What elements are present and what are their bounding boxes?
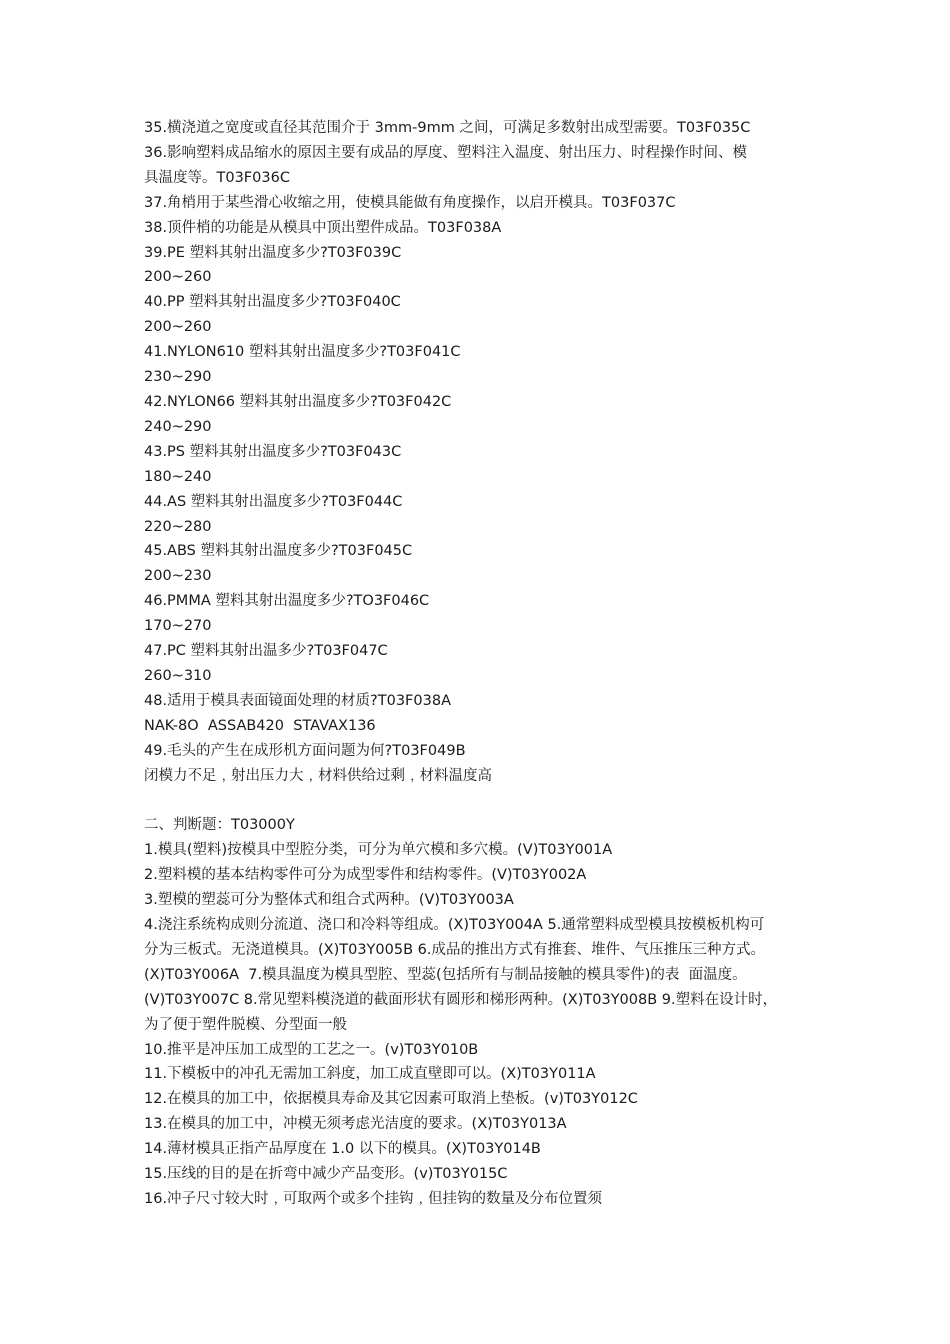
text-line: (V)T03Y007C 8.常见塑料模浇道的截面形状有圆形和梯形两种。(X)T03Y008B 9.塑料在设计时，: [144, 991, 778, 1008]
text-line: 38.顶件梢的功能是从模具中顶出塑件成品。T03F038A: [144, 219, 502, 236]
text-line: 为了便于塑件脱模、分型面一般: [144, 1016, 347, 1033]
text-line: 11.下模板中的冲孔无需加工斜度，加工成直壁即可以。(X)T03Y011A: [144, 1066, 596, 1083]
text-line: 13.在模具的加工中，冲模无须考虑光洁度的要求。(X)T03Y013A: [144, 1116, 567, 1133]
text-line: 41.NYLON610 塑料其射出温度多少?T03F041C: [144, 344, 461, 361]
text-line: 200~230: [144, 568, 212, 585]
text-line: 48.适用于模具表面镜面处理的材质?T03F038A: [144, 692, 451, 709]
text-line: 12.在模具的加工中，依据模具寿命及其它因素可取消上垫板。(v)T03Y012C: [144, 1091, 638, 1108]
text-line: 240~290: [144, 418, 212, 435]
text-line: 44.AS 塑料其射出温度多少?T03F044C: [144, 493, 403, 510]
text-line: 230~290: [144, 369, 212, 386]
text-line: 200~260: [144, 269, 212, 286]
text-line: 39.PE 塑料其射出温度多少?T03F039C: [144, 244, 402, 261]
text-line: 10.推平是冲压加工成型的工艺之一。(v)T03Y010B: [144, 1041, 479, 1058]
text-line: 37.角梢用于某些滑心收缩之用，使模具能做有角度操作，以启开模具。T03F037C: [144, 194, 676, 211]
text-line: 具温度等。T03F036C: [144, 169, 290, 186]
text-line: 1.模具(塑料)按模具中型腔分类，可分为单穴模和多穴模。(V)T03Y001A: [144, 842, 613, 859]
text-line: 15.压线的目的是在折弯中减少产品变形。(v)T03Y015C: [144, 1166, 508, 1183]
text-line: 42.NYLON66 塑料其射出温度多少?T03F042C: [144, 393, 452, 410]
document-body: [144, 116, 814, 1212]
text-line: 3.塑模的塑蕊可分为整体式和组合式两种。(V)T03Y003A: [144, 892, 514, 909]
true-false-section: [144, 813, 814, 1212]
text-line: 36.影响塑料成品缩水的原因主要有成品的厚度、塑料注入温度、射出压力、时程操作时间、模: [144, 144, 748, 161]
text-line: 49.毛头的产生在成形机方面问题为何?T03F049B: [144, 742, 466, 759]
text-line: 43.PS 塑料其射出温度多少?T03F043C: [144, 443, 402, 460]
text-line: 2.塑料模的基本结构零件可分为成型零件和结构零件。(V)T03Y002A: [144, 867, 587, 884]
text-line: 分为三板式。无浇道模具。(X)T03Y005B 6.成品的推出方式有推套、堆件、气压推压三种方式。: [144, 941, 765, 958]
text-line: 闭模力不足﹐射出压力大﹐材料供给过剩﹐材料温度高: [144, 767, 492, 784]
text-line: 220~280: [144, 518, 212, 535]
text-line: 16.冲子尺寸较大时﹐可取两个或多个挂钩﹐但挂钩的数量及分布位置须: [144, 1190, 603, 1207]
fill-in-answers-section: [144, 116, 814, 788]
text-line: 200~260: [144, 319, 212, 336]
text-line: 260~310: [144, 667, 212, 684]
text-line: 二、判断题：T03000Y: [144, 817, 295, 834]
text-line: 47.PC 塑料其射出温多少?T03F047C: [144, 643, 388, 660]
text-line: 4.浇注系统构成则分流道、浇口和冷料等组成。(X)T03Y004A 5.通常塑料成型模具按模板机构可: [144, 916, 765, 933]
text-line: NAK-8O ASSAB420 STAVAX136: [144, 717, 376, 734]
text-line: 180~240: [144, 468, 212, 485]
section-spacer: [144, 788, 814, 813]
text-line: 45.ABS 塑料其射出温度多少?T03F045C: [144, 543, 413, 560]
text-line: (X)T03Y006A 7.模具温度为模具型腔、型蕊(包括所有与制品接触的模具零件)的表 面温度。: [144, 966, 747, 983]
text-line: 40.PP 塑料其射出温度多少?T03F040C: [144, 294, 401, 311]
text-line: 170~270: [144, 618, 212, 635]
text-line: 46.PMMA 塑料其射出温度多少?TO3F046C: [144, 593, 430, 610]
text-line: 35.横浇道之宽度或直径其范围介于 3mm-9mm 之间，可满足多数射出成型需要。T03F035C: [144, 120, 751, 136]
text-line: 14.薄材模具正指产品厚度在 1.0 以下的模具。(X)T03Y014B: [144, 1141, 541, 1158]
